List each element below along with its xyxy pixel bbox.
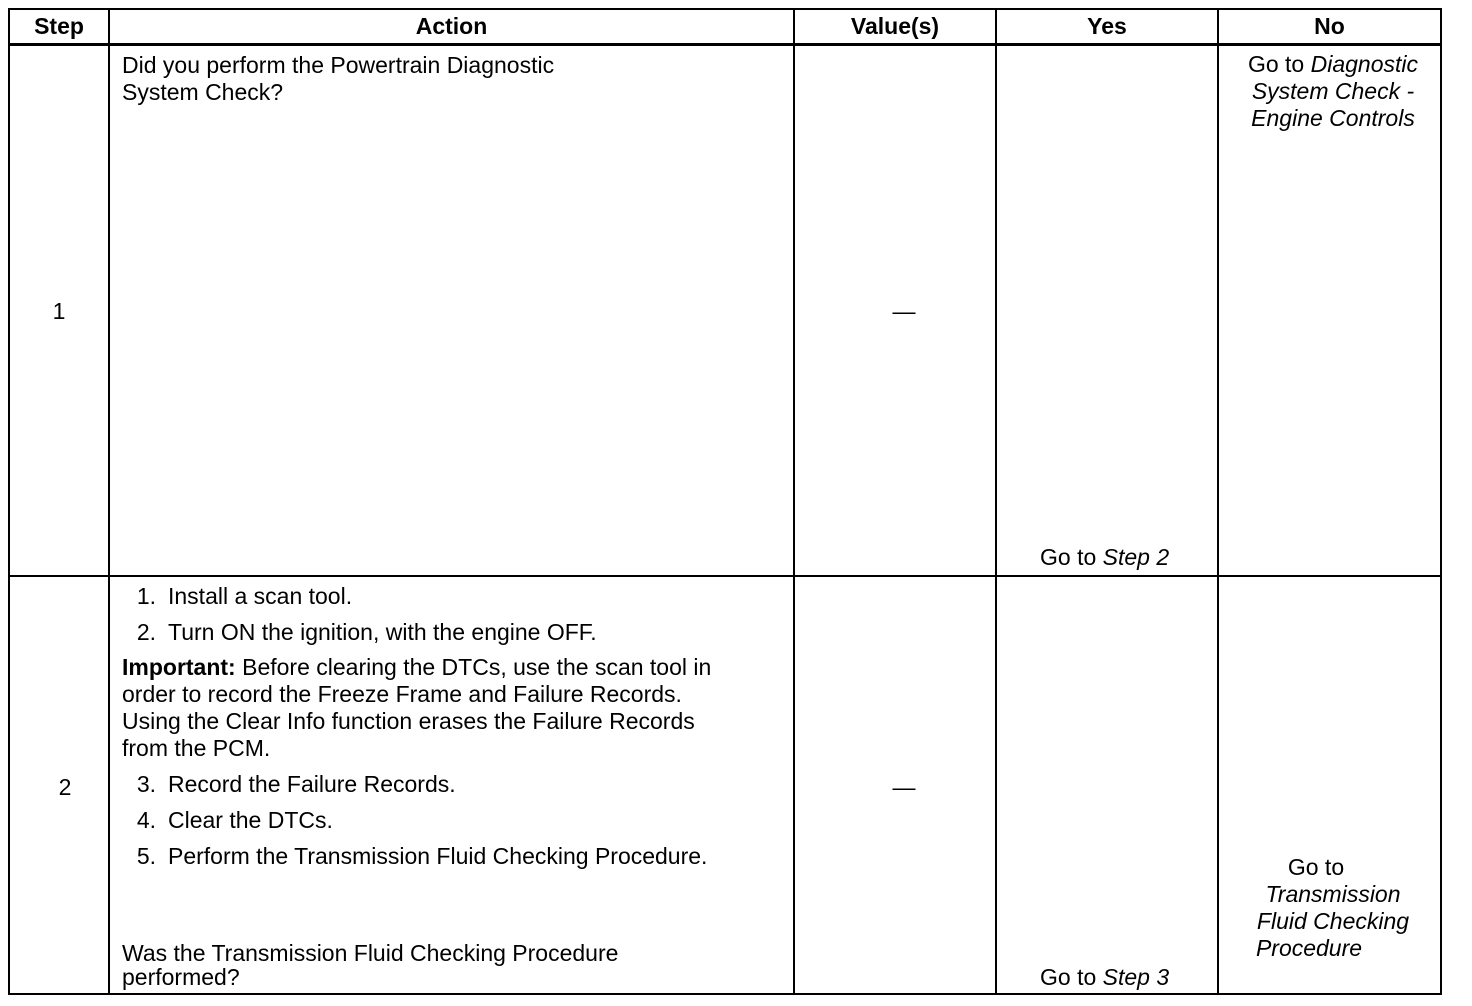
row1-action-line1: Did you perform the Powertrain Diagnostic — [122, 52, 555, 78]
row2-no-link-line3: Procedure — [1255, 935, 1363, 961]
row2-yes-prefix: Go to — [1040, 964, 1097, 990]
list-text: Turn ON the ignition, with the engine OFF. — [168, 619, 597, 645]
list-text: Install a scan tool. — [168, 583, 353, 609]
row2-yes-link: Step 3 — [1102, 964, 1170, 990]
row1-no-target — [1219, 51, 1447, 132]
row1-no-link-line2: System Check - — [1251, 78, 1415, 104]
table-border-bottom — [8, 993, 1442, 995]
list-text: Record the Failure Records. — [168, 771, 456, 797]
row2-action-step-4 — [120, 807, 333, 834]
list-number: 2. — [136, 619, 156, 645]
header-divider — [8, 43, 1442, 46]
list-text: Perform the Transmission Fluid Checking Procedure. — [168, 843, 708, 869]
table-border-top — [8, 8, 1442, 10]
header-values: Value(s) — [850, 13, 940, 39]
row1-yes-target — [1040, 544, 1169, 571]
row2-no-prefix: Go to — [1287, 854, 1345, 880]
row2-value: — — [892, 774, 916, 800]
row2-no-target — [1219, 854, 1447, 962]
list-number: 5. — [136, 843, 156, 869]
row1-no-link-line3: Engine Controls — [1251, 105, 1415, 131]
header-step: Step — [34, 13, 84, 39]
row2-action-step-2 — [120, 619, 597, 646]
row2-action-step-5 — [120, 843, 707, 870]
row2-question-line1: Was the Transmission Fluid Checking Procedure — [122, 940, 619, 966]
row2-question-line2: performed? — [122, 964, 240, 990]
header-action: Action — [415, 13, 488, 39]
row1-action-line2: System Check? — [122, 79, 284, 105]
row1-no-link-line1: Diagnostic — [1310, 51, 1419, 77]
row-divider — [8, 575, 1442, 577]
row1-value: — — [892, 298, 916, 324]
header-no: No — [1314, 13, 1345, 39]
important-line3: Using the Clear Info function erases the Failure Records — [122, 708, 695, 734]
list-number: 4. — [136, 807, 156, 833]
important-label: Important: — [122, 654, 236, 680]
header-yes: Yes — [1087, 13, 1127, 39]
row2-action-step-3 — [120, 771, 456, 798]
row1-yes-link: Step 2 — [1102, 544, 1170, 570]
table-border-right — [1440, 8, 1442, 995]
table-border-left — [8, 8, 10, 995]
list-number: 1. — [136, 583, 156, 609]
list-text: Clear the DTCs. — [168, 807, 333, 833]
column-divider-action — [793, 8, 795, 995]
column-divider-values — [995, 8, 997, 995]
row2-no-link-line1: Transmission — [1265, 881, 1401, 907]
important-line2: order to record the Freeze Frame and Failure Records. — [122, 681, 682, 707]
row2-action-step-1 — [120, 583, 352, 610]
row2-step-number: 2 — [58, 774, 72, 800]
row1-yes-prefix: Go to — [1040, 544, 1097, 570]
column-divider-yes — [1217, 8, 1219, 995]
list-number: 3. — [136, 771, 156, 797]
row1-no-prefix: Go to — [1247, 51, 1305, 77]
important-line4: from the PCM. — [122, 735, 271, 761]
row2-important-note — [122, 654, 711, 762]
important-line1: Before clearing the DTCs, use the scan tool in — [235, 654, 712, 680]
row2-no-link-line2: Fluid Checking — [1256, 908, 1410, 934]
column-divider-step — [108, 8, 110, 995]
row1-step-number: 1 — [52, 298, 66, 324]
row2-yes-target — [1040, 964, 1169, 991]
